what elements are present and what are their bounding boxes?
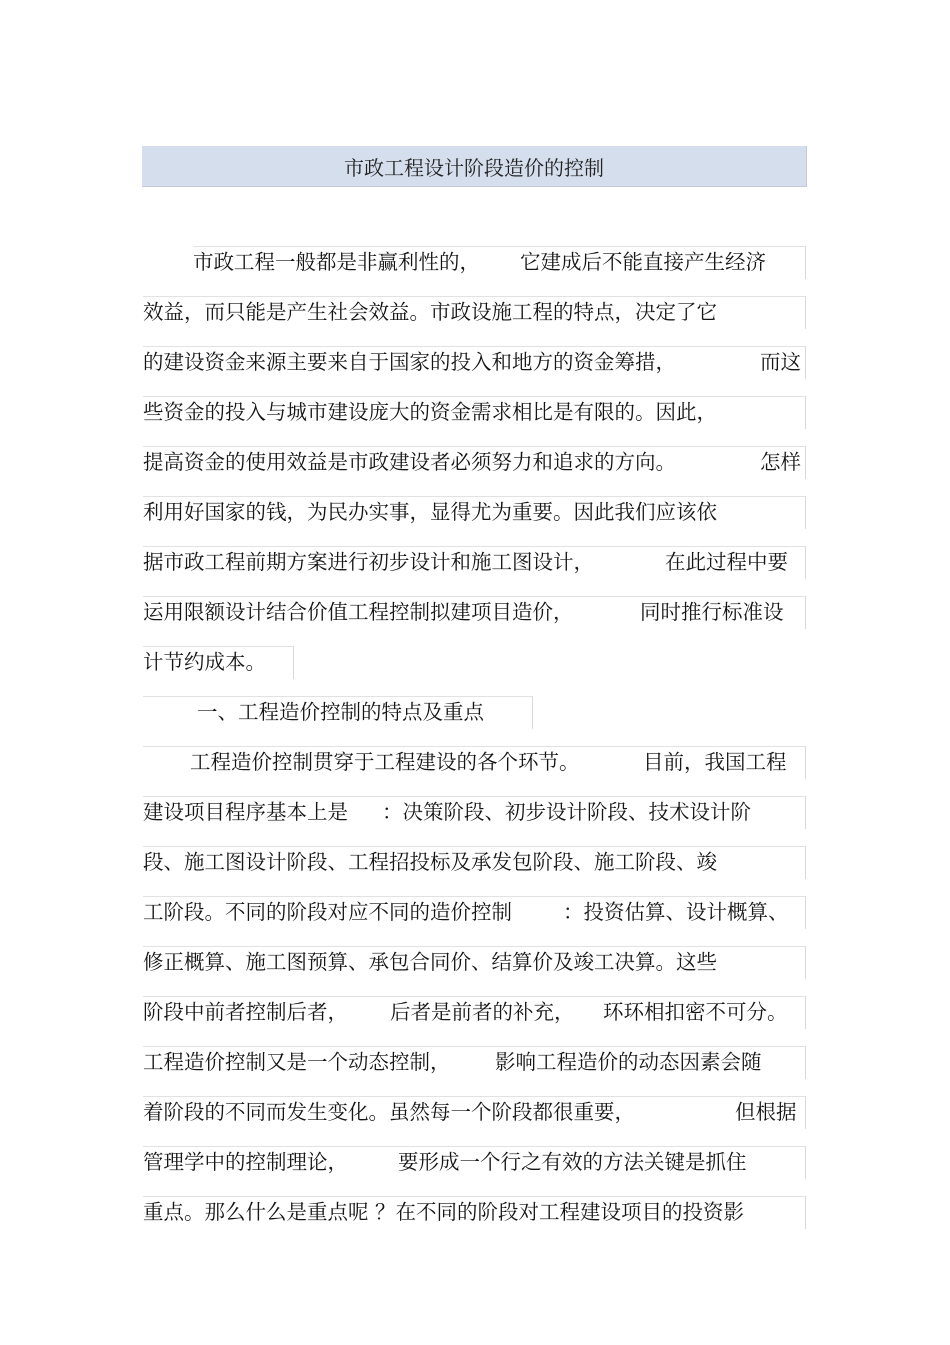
text-segment: 但根据 [735,1100,797,1124]
text-segment: 计节约成本。 [143,650,266,674]
text-line [143,296,806,329]
text-segment: 同时推行标准设 [640,600,784,624]
text-line [143,746,806,779]
text-segment: 工程造价控制又是一个动态控制， [143,1050,451,1074]
text-segment: 着阶段的不同而发生变化。虽然每一个阶段都很重要， [143,1100,635,1124]
text-segment: 运用限额设计结合价值工程控制拟建项目造价， [143,600,574,624]
text-segment: 重点。那么什么是重点呢 [143,1200,369,1224]
text-segment: 影响工程造价的动态因素会随 [495,1050,762,1074]
text-line [143,1196,806,1229]
text-segment: 环环相扣密不可分。 [603,1000,788,1024]
text-line [143,1096,806,1129]
text-line [143,796,806,829]
text-line [143,596,806,629]
text-segment: 在此过程中要 [665,550,788,574]
text-segment: 一、工程造价控制的特点及重点 [197,700,484,724]
text-line [143,446,806,479]
text-segment: 据市政工程前期方案进行初步设计和施工图设计， [143,550,594,574]
text-segment: 市政工程一般都是非赢利性的， [193,250,480,274]
text-line [143,996,806,1029]
document-title: 市政工程设计阶段造价的控制 [344,156,604,180]
text-segment: 些资金的投入与城市建设庞大的资金需求相比是有限的。因此， [143,400,717,424]
text-segment: 修正概算、施工图预算、承包合同价、结算价及竣工决算。这些 [143,950,717,974]
text-segment: 工程造价控制贯穿于工程建设的各个环节。 [190,750,580,774]
text-segment: 要形成一个行之有效的方法关键是抓住 [398,1150,747,1174]
text-segment: 提高资金的使用效益是市政建设者必须努力和追求的方向。 [143,450,676,474]
text-line [143,396,806,429]
text-line [143,496,806,529]
text-segment: 管理学中的控制理论， [143,1150,348,1174]
text-line [143,896,806,929]
text-segment: 的建设资金来源主要来自于国家的投入和地方的资金筹措， [143,350,676,374]
text-segment: 段、施工图设计阶段、工程招投标及承发包阶段、施工阶段、竣 [143,850,717,874]
text-segment: 建设项目程序基本上是 [143,800,348,824]
text-segment: 它建成后不能直接产生经济 [520,250,766,274]
text-segment: 利用好国家的钱，为民办实事，显得尤为重要。因此我们应该依 [143,500,717,524]
text-segment: ？在不同的阶段对工程建设项目的投资影 [375,1200,744,1224]
text-segment: ：决策阶段、初步设计阶段、技术设计阶 [382,800,751,824]
title-banner [142,146,807,187]
text-line [143,346,806,379]
text-segment: 效益，而只能是产生社会效益。市政设施工程的特点，决定了它 [143,300,717,324]
text-segment: ：投资估算、设计概算、 [563,900,789,924]
text-segment: 工阶段。不同的阶段对应不同的造价控制 [143,900,512,924]
section-heading [143,696,533,729]
text-segment: 阶段中前者控制后者， [143,1000,348,1024]
text-line [143,1046,806,1079]
text-segment: 怎样 [760,450,801,474]
text-segment: 目前，我国工程 [643,750,787,774]
text-segment: 后者是前者的补充， [390,1000,575,1024]
text-line [143,546,806,579]
text-line [143,646,294,679]
text-segment: 而这 [760,350,801,374]
text-line [143,1146,806,1179]
text-line [143,846,806,879]
text-line [193,246,806,279]
text-line [143,946,806,979]
